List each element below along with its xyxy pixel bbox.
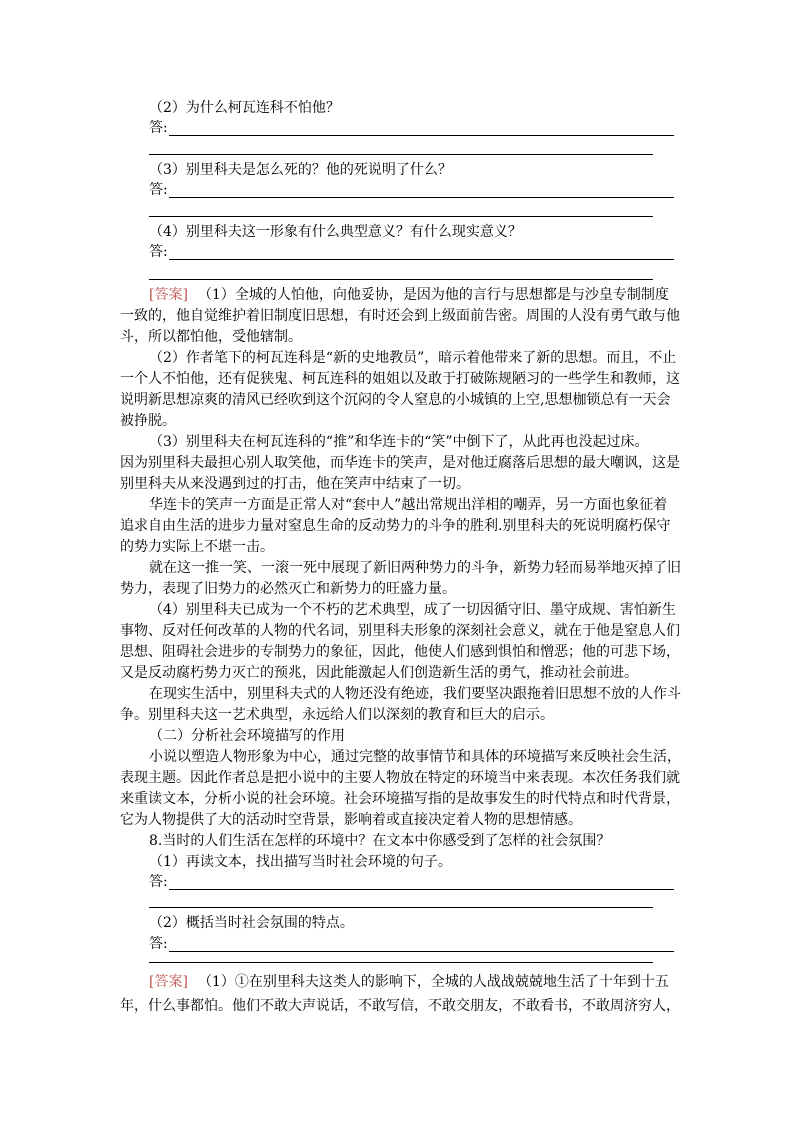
intro-line: 来重读文本，分析小说的社会环境。社会环境描写指的是故事发生的时代特点和时代背景， bbox=[120, 791, 680, 807]
answer-line: （2）作者笔下的柯瓦连科是“新的史地教员”，暗示着他带来了新的思想。而且，不止 bbox=[149, 350, 677, 366]
answer-line: 别里科夫从来没遇到过的打击，他在笑声中结束了一切。 bbox=[120, 476, 470, 492]
answer-rule bbox=[169, 951, 674, 952]
answer-line-q4[interactable] bbox=[149, 242, 674, 263]
answer-line: 被挣脱。 bbox=[120, 413, 176, 429]
answer-line: 事物、反对任何改革的人物的代名词，别里科夫形象的深刻社会意义，就在于他是窒息人们 bbox=[120, 623, 680, 639]
answer-label: 答: bbox=[149, 244, 168, 260]
intro-line: 它为人物提供了大的活动时空背景，影响着或直接决定着人物的思想情感。 bbox=[120, 812, 582, 828]
question-4: （4）别里科夫这一形象有什么典型意义？有什么现实意义？ bbox=[149, 224, 522, 240]
question-3: （3）别里科夫是怎么死的？他的死说明了什么？ bbox=[149, 162, 452, 178]
answer-line: （4）别里科夫已成为一个不朽的艺术典型，成了一切因循守旧、墨守成规、害怕新生 bbox=[149, 602, 676, 618]
answer-line: 一致的，他自觉维护着旧制度旧思想，有时还会到上级面前告密。周围的人没有勇气敢与他 bbox=[120, 308, 680, 324]
answer-line: 华连卡的笑声一方面是正常人对“套中人”越出常规出洋相的嘲弄，另一方面也象征着 bbox=[149, 497, 668, 513]
answer-paragraph-2-line-1: [答案] （1）①在别里科夫这类人的影响下，全城的人战战兢兢地生活了十年到十五 bbox=[149, 974, 669, 990]
answer-rule bbox=[169, 889, 674, 890]
answer-line: 思想、阻碍社会进步的专制势力的象征，因此，他使人们感到惧怕和憎恶；他的可悲下场， bbox=[120, 644, 680, 660]
section-title: （二）分析社会环境描写的作用 bbox=[149, 728, 345, 744]
answer-paragraph-1-line-1: [答案] （1）全城的人怕他，向他妥协，是因为他的言行与思想都是与沙皇专制制度 bbox=[149, 287, 669, 303]
answer-line: 又是反动腐朽势力灭亡的预兆，因此能激起人们创造新生活的勇气，推动社会前进。 bbox=[120, 665, 638, 681]
answer-line-q3[interactable] bbox=[149, 180, 674, 201]
answer-rule bbox=[169, 259, 674, 260]
question-8-sub-2: （2）概括当时社会氛围的特点。 bbox=[149, 915, 354, 931]
answer-line: 说明新思想凉爽的清风已经吹到这个沉闷的令人窒息的小城镇的上空,思想枷锁总有一天会 bbox=[120, 392, 671, 408]
intro-line: 表现主题。因此作者总是把小说中的主要人物放在特定的环境当中来表现。本次任务我们就 bbox=[120, 770, 680, 786]
answer-line: 因为别里科夫最担心别人取笑他，而华连卡的笑声，是对他迂腐落后思想的最大嘲讽，这是 bbox=[120, 455, 680, 471]
answer-line: 追求自由生活的进步力量对窒息生命的反动势力的斗争的胜利.别里科夫的死说明腐朽保守 bbox=[120, 518, 671, 534]
answer-label: 答: bbox=[149, 182, 168, 198]
answer-label: 答: bbox=[149, 936, 168, 952]
answer-line: 一个人不怕他，还有促狭鬼、柯瓦连科的姐姐以及敢于打破陈规陋习的一些学生和教师，这 bbox=[120, 371, 680, 387]
answer-line-q2[interactable] bbox=[149, 118, 674, 139]
answer-line-q8-1[interactable] bbox=[149, 872, 674, 893]
question-2: （2）为什么柯瓦连科不怕他？ bbox=[149, 100, 340, 116]
answer-line: 就在这一推一笑、一滚一死中展现了新旧两种势力的斗争，新势力轻而易举地灭掉了旧 bbox=[149, 560, 681, 576]
intro-line: 小说以塑造人物形象为中心，通过完整的故事情节和具体的环境描写来反映社会生活， bbox=[149, 749, 681, 765]
answer-tag: [答案] bbox=[149, 287, 188, 303]
answer-line: 争。别里科夫这一艺术典型，永远给人们以深刻的教育和巨大的启示。 bbox=[120, 707, 554, 723]
answer-line: 的势力实际上不堪一击。 bbox=[120, 539, 274, 555]
answer-line: 斗，所以都怕他，受他辖制。 bbox=[120, 329, 302, 345]
answer-rule-2 bbox=[149, 962, 653, 963]
answer-line-q8-2[interactable] bbox=[149, 934, 674, 955]
answer-tag: [答案] bbox=[149, 974, 188, 990]
answer-rule bbox=[169, 197, 674, 198]
answer-line: 在现实生活中，别里科夫式的人物还没有绝迹，我们要坚决跟拖着旧思想不放的人作斗 bbox=[149, 686, 681, 702]
answer-rule-2 bbox=[149, 216, 653, 217]
question-8-sub-1: （1）再读文本，找出描写当时社会环境的句子。 bbox=[149, 854, 452, 870]
answer-label: 答: bbox=[149, 874, 168, 890]
answer-rule-2 bbox=[149, 907, 653, 908]
question-8: 8.当时的人们生活在怎样的环境中？在文本中你感受到了怎样的社会氛围？ bbox=[149, 833, 611, 849]
answer-rule-2 bbox=[149, 154, 653, 155]
answer-rule bbox=[169, 135, 674, 136]
answer-line: （3）别里科夫在柯瓦连科的“推”和华连卡的“笑”中倒下了，从此再也没起过床。 bbox=[149, 434, 649, 450]
answer-label: 答: bbox=[149, 120, 168, 136]
answer-line: 势力，表现了旧势力的必然灭亡和新势力的旺盛力量。 bbox=[120, 581, 456, 597]
answer-rule-2 bbox=[149, 279, 653, 280]
answer-line: 年，什么事都怕。他们不敢大声说话，不敢写信，不敢交朋友，不敢看书，不敢周济穷人， bbox=[120, 998, 680, 1014]
